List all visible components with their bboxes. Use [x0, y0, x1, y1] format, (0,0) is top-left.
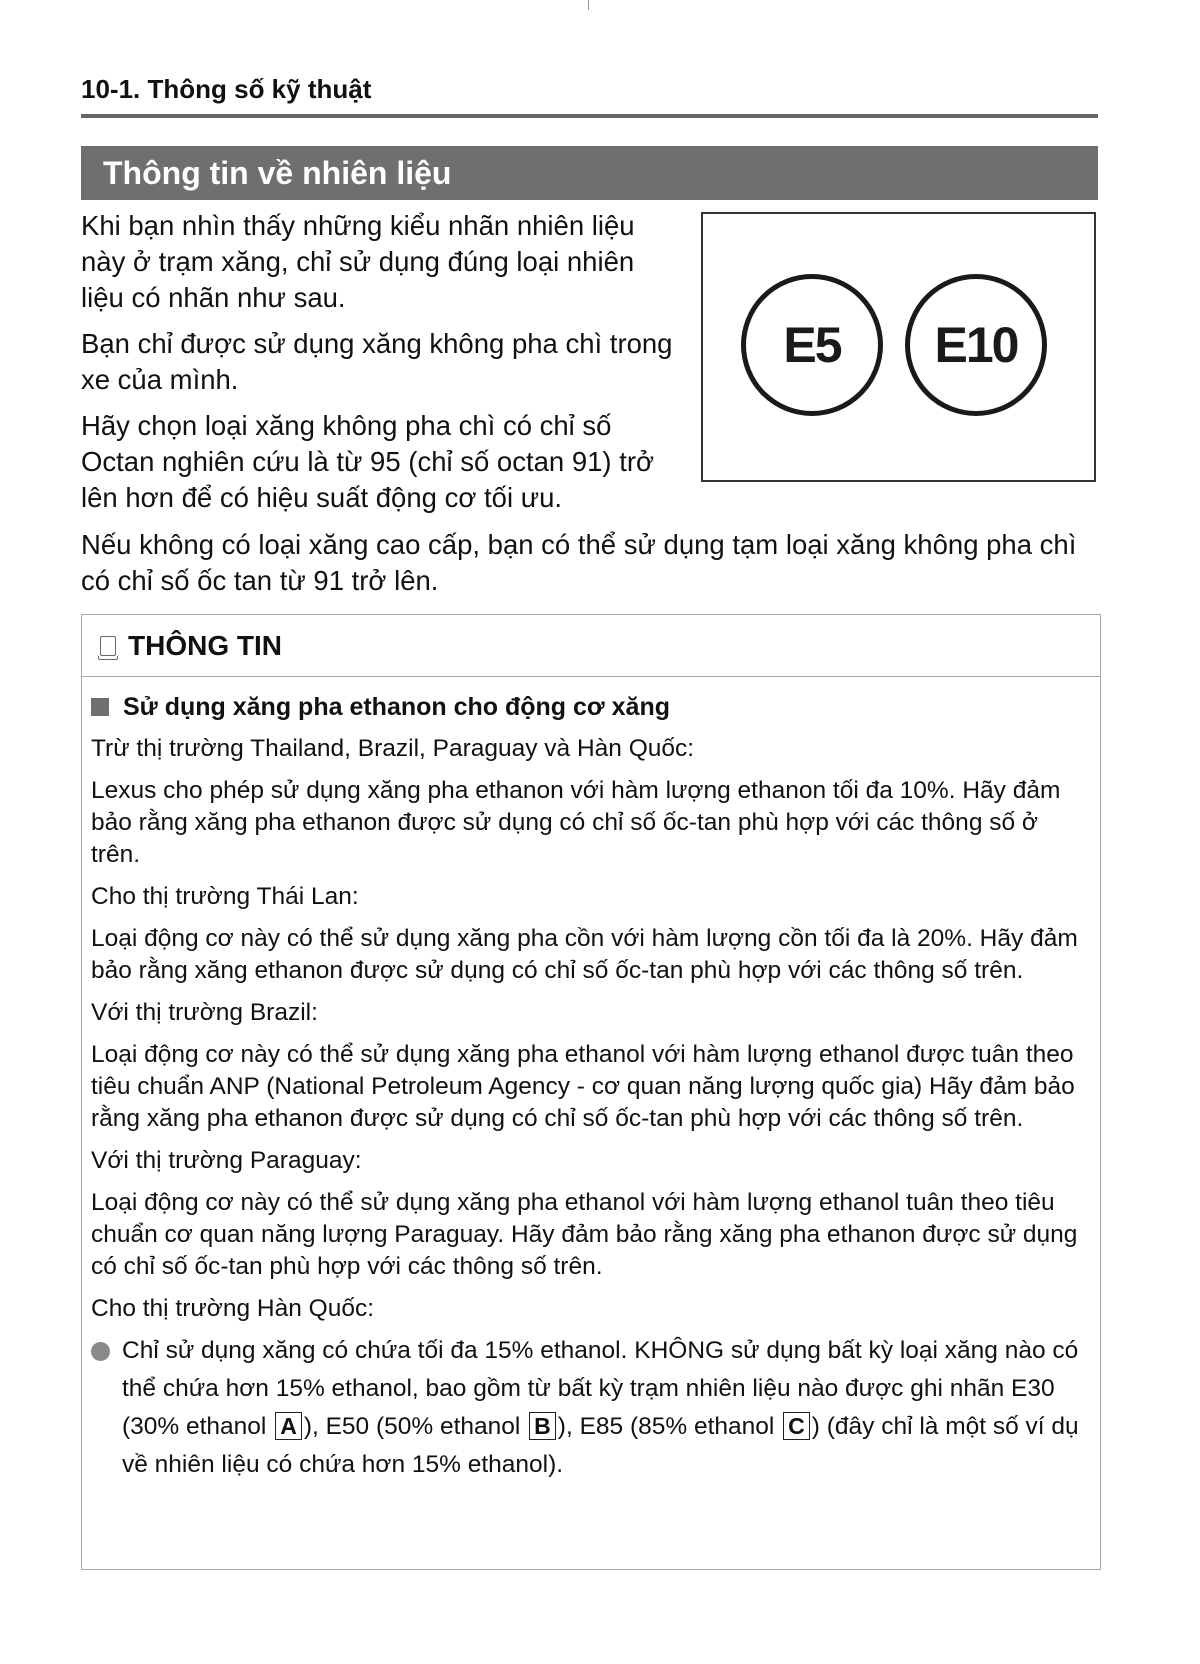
info-subheading-text: Sử dụng xăng pha ethanon cho động cơ xăng — [123, 693, 670, 721]
figure-ref-c: C — [783, 1412, 810, 1440]
info-box — [81, 614, 1101, 1570]
section-header: 10-1. Thông số kỹ thuật — [81, 74, 372, 104]
square-bullet-icon — [91, 698, 109, 716]
figure-ref-a: A — [275, 1412, 302, 1440]
intro-paragraph-4: Nếu không có loại xăng cao cấp, bạn có thể sử dụng tạm loại xăng không pha chì có chỉ số ốc tan từ 91 trở lên. — [81, 529, 1077, 596]
info-paragraph-3: Cho thị trường Thái Lan: — [91, 883, 359, 910]
fuel-label-figure — [701, 212, 1096, 482]
info-paragraph-6: Loại động cơ này có thể sử dụng xăng pha ethanol với hàm lượng ethanol được tuân theo tiêu chuẩn ANP (National Petroleum Agency - cơ quan năng lượng quốc gia) Hãy đảm bảo rằng xăng pha ethanon được sử dụng có chỉ số ốc-tan phù hợp với các thông số trên. — [91, 1041, 1075, 1132]
figure-ref-b: B — [529, 1412, 556, 1440]
fuel-label-e10: E10 — [905, 274, 1047, 416]
info-paragraph-1: Trừ thị trường Thailand, Brazil, Paraguay và Hàn Quốc: — [91, 735, 695, 762]
intro-text — [81, 208, 681, 526]
bullet-text-part-3: ), E85 (85% ethanol — [557, 1413, 782, 1440]
book-icon — [100, 636, 116, 656]
header-rule — [81, 114, 1098, 118]
info-paragraph-2: Lexus cho phép sử dụng xăng pha ethanon với hàm lượng ethanon tối đa 10%. Hãy đảm bảo rằng xăng pha ethanon được sử dụng có chỉ số ốc-tan phù hợp với các thông số ở trên. — [91, 777, 1061, 868]
fuel-label-e5: E5 — [741, 274, 883, 416]
info-paragraph-5: Với thị trường Brazil: — [91, 999, 318, 1026]
intro-paragraph-3: Hãy chọn loại xăng không pha chì có chỉ số Octan nghiên cứu là từ 95 (chỉ số octan 91) trở lên hơn để có hiệu suất động cơ tối ưu. — [81, 410, 655, 513]
info-box-header — [82, 615, 1100, 677]
info-bullet-item — [91, 1335, 1082, 1484]
page-title: Thông tin về nhiên liệu — [103, 155, 452, 191]
info-paragraph-4: Loại động cơ này có thể sử dụng xăng pha cồn với hàm lượng cồn tối đa là 20%. Hãy đảm bảo rằng xăng ethanon được sử dụng có chỉ số ốc-tan phù hợp với các thông số trên. — [91, 925, 1078, 984]
intro-paragraph-1: Khi bạn nhìn thấy những kiểu nhãn nhiên liệu này ở trạm xăng, chỉ sử dụng đúng loại nhiên liệu có nhãn như sau. — [81, 210, 635, 313]
info-paragraph-8: Loại động cơ này có thể sử dụng xăng pha ethanol với hàm lượng ethanol tuân theo tiêu chuẩn cơ quan năng lượng Paraguay. Hãy đảm bảo rằng xăng pha ethanon được sử dụng có chỉ số ốc-tan phù hợp với các thông số trên. — [91, 1189, 1078, 1280]
info-bullet-text — [122, 1332, 1082, 1484]
info-paragraph-7: Với thị trường Paraguay: — [91, 1147, 362, 1174]
title-bar — [81, 146, 1098, 200]
info-paragraph-9: Cho thị trường Hàn Quốc: — [91, 1295, 375, 1322]
intro-paragraph-2: Bạn chỉ được sử dụng xăng không pha chì trong xe của mình. — [81, 328, 673, 395]
circle-bullet-icon — [91, 1342, 110, 1361]
bullet-text-part-1: Chỉ sử dụng xăng có chứa tối đa 15% ethanol. KHÔNG sử dụng bất kỳ loại xăng nào có thể chứa hơn 15% ethanol, bao gồm từ bất kỳ trạm nhiên liệu nào được ghi nhãn E30 (30% ethanol — [122, 1337, 1079, 1440]
info-box-body — [82, 677, 1100, 1484]
bullet-text-part-4: ) (đây chỉ là một số ví dụ về nhiên liệu có chứa hơn 15% ethanol). — [122, 1413, 1079, 1478]
page-top-tick — [588, 0, 589, 10]
bullet-text-part-2: ), E50 (50% ethanol — [303, 1413, 528, 1440]
info-subheading — [91, 691, 1082, 723]
info-box-title: THÔNG TIN — [128, 629, 282, 661]
